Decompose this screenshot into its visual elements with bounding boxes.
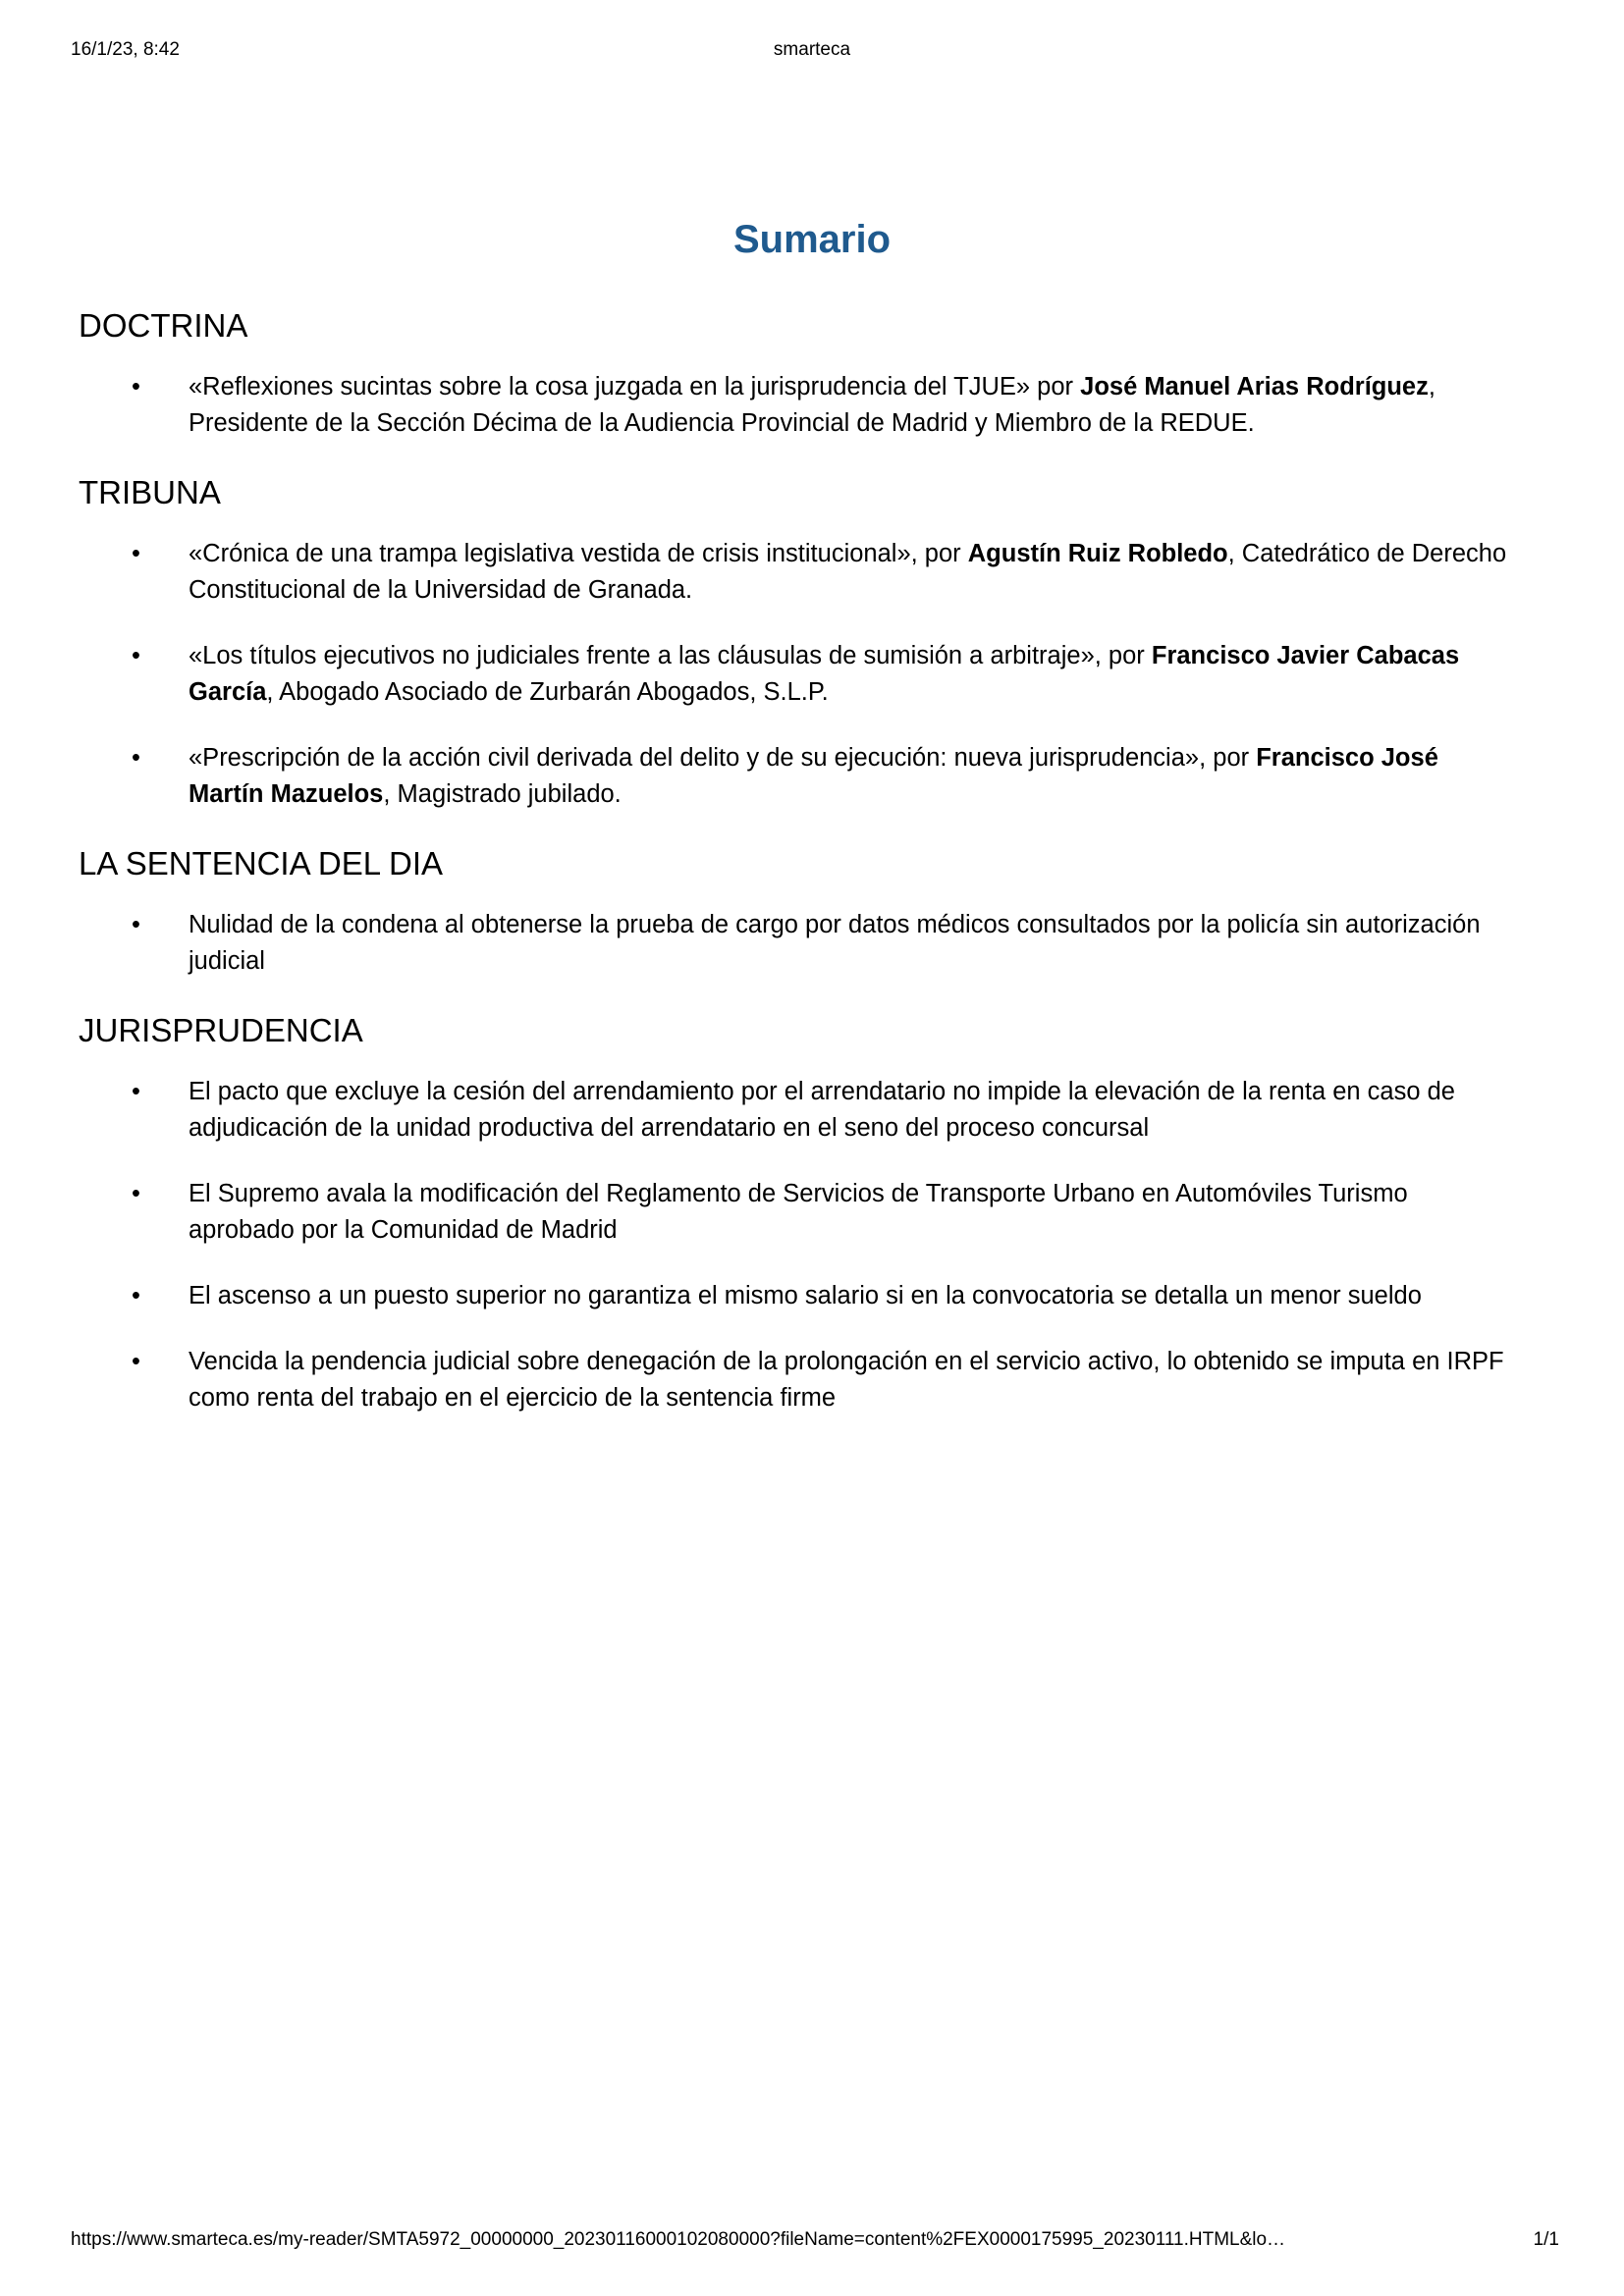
list-item[interactable]: • El pacto que excluye la cesión del arrendamiento por el arrendatario no impide la elevación de la renta en caso de adjudicación de la unidad productiva del arrendatario en el seno del proceso concursal <box>79 1074 1512 1147</box>
bullet-icon: • <box>132 642 140 669</box>
print-url: https://www.smarteca.es/my-reader/SMTA5972_00000000_20230116000102080000?fileName=content%2FEX0000175995_20230111.HTML&lo… <box>71 2229 1286 2250</box>
author-name: Francisco José Martín Mazuelos <box>189 744 1438 808</box>
section-sentencia-del-dia <box>79 842 1551 980</box>
bullet-icon: • <box>132 1348 140 1375</box>
print-datetime: 16/1/23, 8:42 <box>71 39 180 60</box>
list-item[interactable]: • El Supremo avala la modificación del Reglamento de Servicios de Transporte Urbano en Automóviles Turismo aprobado por la Comunidad de Madrid <box>79 1176 1512 1249</box>
list-item[interactable]: • «Los títulos ejecutivos no judiciales frente a las cláusulas de sumisión a arbitraje», por Francisco Javier Cabacas García, Abogado Asociado de Zurbarán Abogados, S.L.P. <box>79 638 1512 711</box>
section-jurisprudencia <box>79 1009 1551 1416</box>
section-heading: JURISPRUDENCIA <box>79 1012 363 1048</box>
page-number: 1/1 <box>1533 2229 1559 2250</box>
section-heading: DOCTRINA <box>79 307 248 344</box>
list-item[interactable]: • «Reflexiones sucintas sobre la cosa juzgada en la jurisprudencia del TJUE» por José Manuel Arias Rodríguez, Presidente de la Sección Décima de la Audiencia Provincial de Madrid y Miembro de la REDUE. <box>79 369 1512 442</box>
bullet-icon: • <box>132 373 140 400</box>
bullet-icon: • <box>132 744 140 772</box>
author-name: Agustín Ruiz Robledo <box>967 540 1228 567</box>
summary-content <box>79 304 1551 1446</box>
bullet-icon: • <box>132 1180 140 1207</box>
section-tribuna <box>79 471 1551 813</box>
bullet-icon: • <box>132 1282 140 1309</box>
list-item[interactable]: • El ascenso a un puesto superior no garantiza el mismo salario si en la convocatoria se detalla un menor sueldo <box>79 1278 1512 1314</box>
section-heading: LA SENTENCIA DEL DIA <box>79 845 444 881</box>
list-item[interactable]: • «Crónica de una trampa legislativa vestida de crisis institucional», por Agustín Ruiz Robledo, Catedrático de Derecho Constitucional de la Universidad de Granada. <box>79 536 1512 609</box>
bullet-icon: • <box>132 1078 140 1105</box>
bullet-icon: • <box>132 911 140 938</box>
list-item[interactable]: • «Prescripción de la acción civil derivada del delito y de su ejecución: nueva jurisprudencia», por Francisco José Martín Mazuelos, Magistrado jubilado. <box>79 740 1512 813</box>
author-name: José Manuel Arias Rodríguez <box>1080 373 1429 400</box>
list-item[interactable]: • Vencida la pendencia judicial sobre denegación de la prolongación en el servicio activo, lo obtenido se imputa en IRPF como renta del trabajo en el ejercicio de la sentencia firme <box>79 1344 1512 1416</box>
list-item[interactable]: • Nulidad de la condena al obtenerse la prueba de cargo por datos médicos consultados por la policía sin autorización judicial <box>79 907 1512 980</box>
author-name: Francisco Javier Cabacas García <box>189 642 1460 706</box>
section-heading: TRIBUNA <box>79 474 221 510</box>
page-title: Sumario <box>732 218 892 261</box>
print-site-name: smarteca <box>773 39 851 60</box>
section-doctrina <box>79 304 1551 442</box>
bullet-icon: • <box>132 540 140 567</box>
